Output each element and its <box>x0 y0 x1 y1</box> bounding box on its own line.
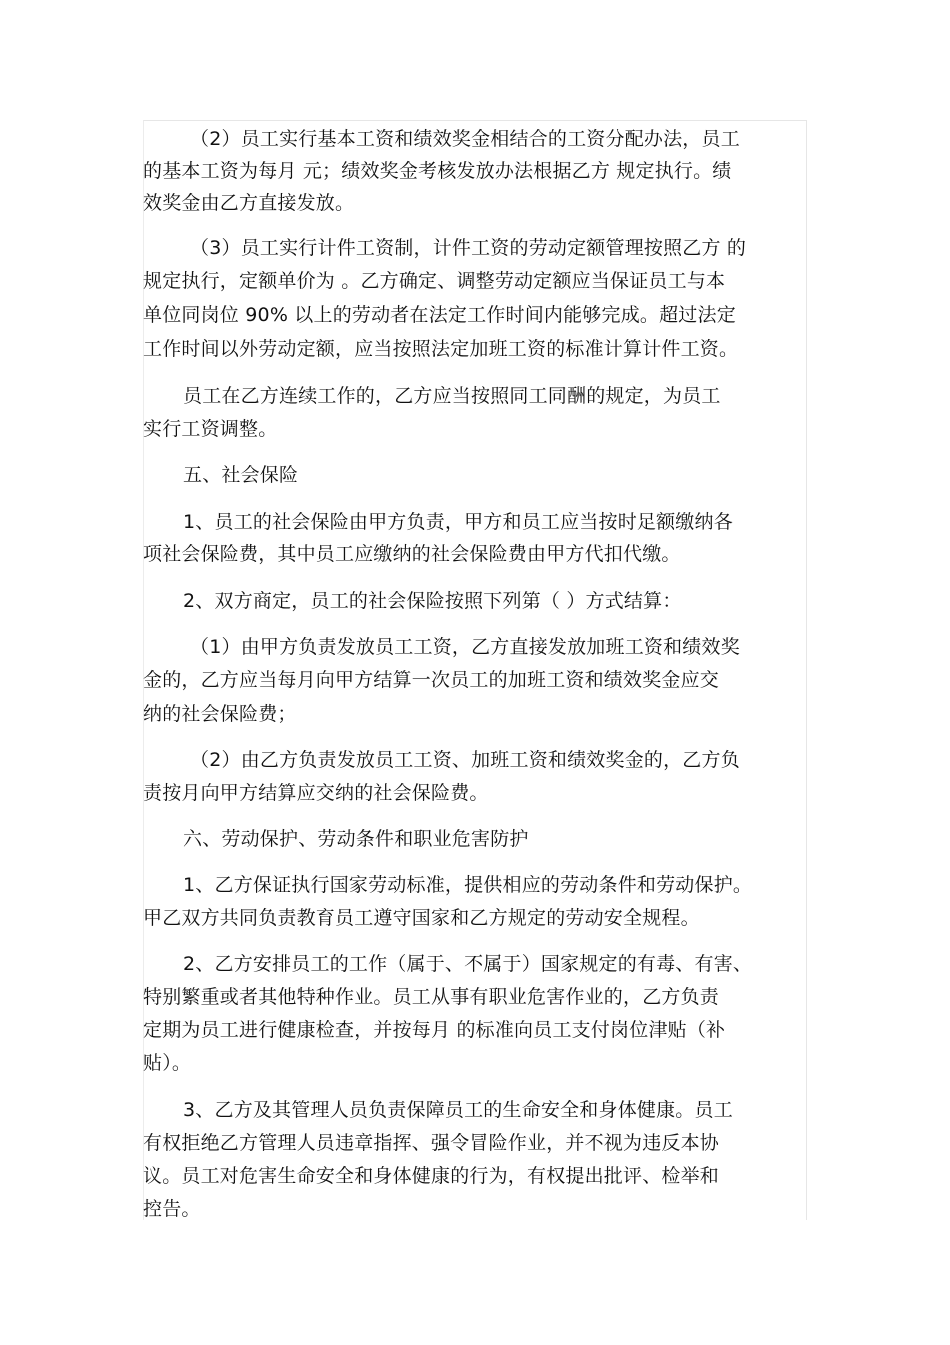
text-line: 单位同岗位 90% 以上的劳动者在法定工作时间内能够完成。超过法定 <box>143 304 736 326</box>
text-line: 责按月向甲方结算应交纳的社会保险费。 <box>143 782 489 804</box>
text-line: 有权拒绝乙方管理人员违章指挥、强令冒险作业，并不视为违反本协 <box>143 1132 720 1154</box>
text-line: 1、员工的社会保险由甲方负责，甲方和员工应当按时足额缴纳各 <box>183 511 733 533</box>
text-line: 效奖金由乙方直接发放。 <box>143 192 355 214</box>
text-line: 规定执行，定额单价为 。乙方确定、调整劳动定额应当保证员工与本 <box>143 270 726 292</box>
text-line: 的基本工资为每月 元；绩效奖金考核发放办法根据乙方 规定执行。绩 <box>143 160 732 182</box>
text-line: 纳的社会保险费； <box>143 703 297 725</box>
text-line: 控告。 <box>143 1198 201 1220</box>
section-heading: 六、劳动保护、劳动条件和职业危害防护 <box>183 828 529 850</box>
text-line: 项社会保险费，其中员工应缴纳的社会保险费由甲方代扣代缴。 <box>143 543 681 565</box>
text-line: 甲乙双方共同负责教育员工遵守国家和乙方规定的劳动安全规程。 <box>143 907 700 929</box>
text-line: （2）员工实行基本工资和绩效奖金相结合的工资分配办法，员工 <box>190 128 740 150</box>
text-line: （2）由乙方负责发放员工工资、加班工资和绩效奖金的，乙方负 <box>190 749 740 771</box>
text-line: 2、双方商定，员工的社会保险按照下列第（ ）方式结算： <box>183 590 682 612</box>
text-line: 2、乙方安排员工的工作（属于、不属于）国家规定的有毒、有害、 <box>183 953 753 975</box>
text-line: 1、乙方保证执行国家劳动标准，提供相应的劳动条件和劳动保护。 <box>183 874 753 896</box>
text-line: （1）由甲方负责发放员工工资，乙方直接发放加班工资和绩效奖 <box>190 636 740 658</box>
text-line: 定期为员工进行健康检查，并按每月 的标准向员工支付岗位津贴（补 <box>143 1019 726 1041</box>
text-line: 工作时间以外劳动定额，应当按照法定加班工资的标准计算计件工资。 <box>143 338 739 360</box>
text-line: 员工在乙方连续工作的，乙方应当按照同工同酬的规定，为员工 <box>183 385 721 407</box>
text-line: 贴）。 <box>143 1052 192 1074</box>
text-line: 实行工资调整。 <box>143 418 278 440</box>
text-line: 议。员工对危害生命安全和身体健康的行为，有权提出批评、检举和 <box>143 1165 720 1187</box>
section-heading: 五、社会保险 <box>183 464 299 486</box>
text-line: （3）员工实行计件工资制，计件工资的劳动定额管理按照乙方 的 <box>190 237 747 259</box>
text-line: 金的，乙方应当每月向甲方结算一次员工的加班工资和绩效奖金应交 <box>143 669 720 691</box>
text-line: 特别繁重或者其他特种作业。员工从事有职业危害作业的，乙方负责 <box>143 986 720 1008</box>
text-line: 3、乙方及其管理人员负责保障员工的生命安全和身体健康。员工 <box>183 1099 733 1121</box>
